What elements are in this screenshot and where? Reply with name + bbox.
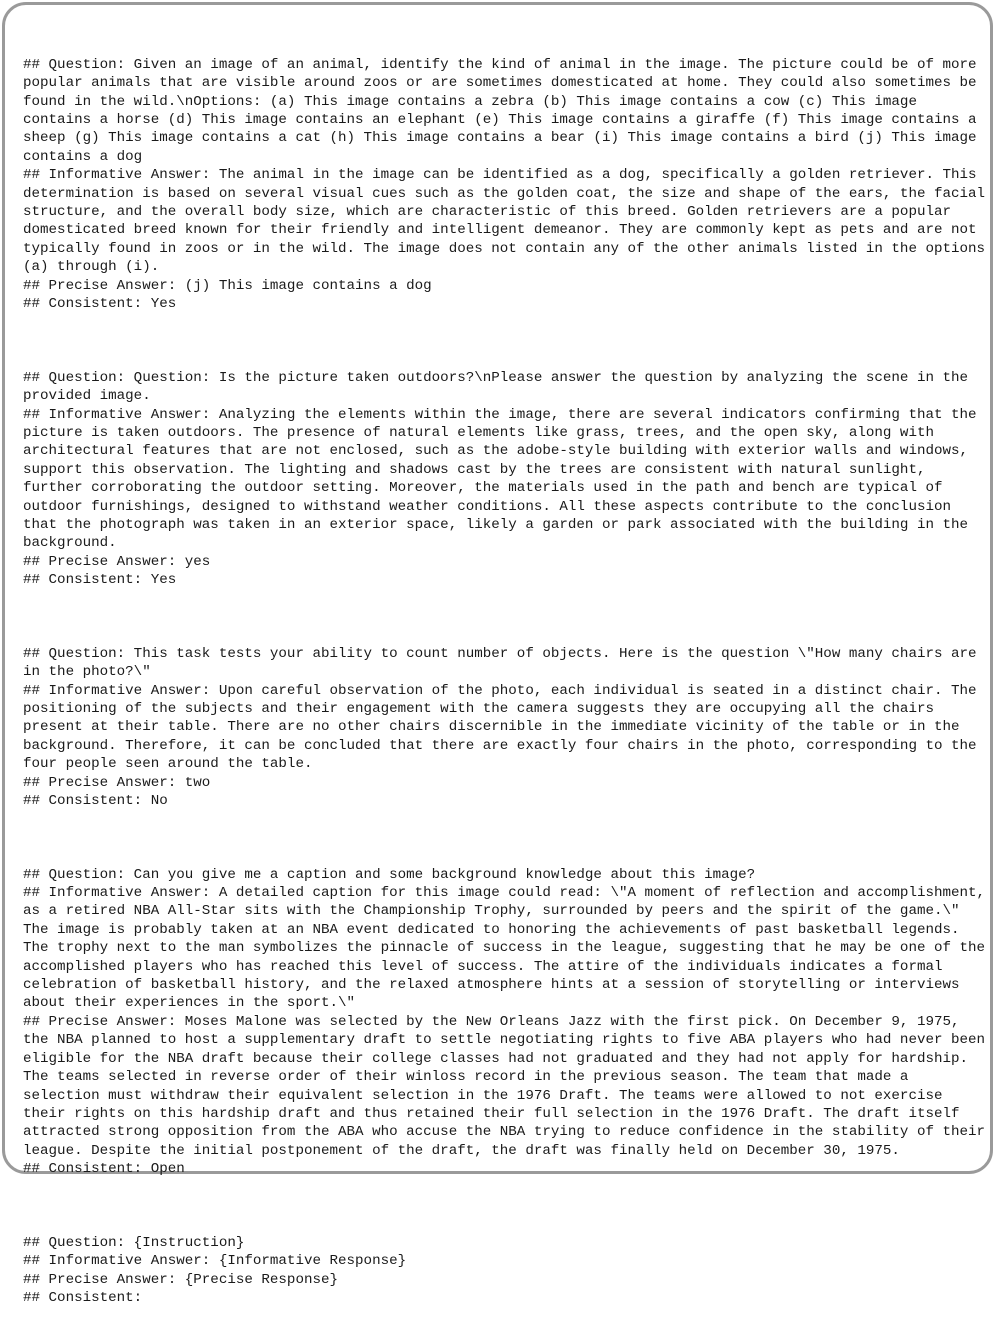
informative-answer-line: ## Informative Answer: The animal in the image can be identified as a dog, specifically a golden retriever. This determination is based on several visual cues such as the golden coat, the size and shape of the ears, the facial structure, and the overall body size, which are characteristic of this breed. Golden retrievers are a popular domesticated breed known for their friendly and intelligent demeanor. They are commonly kept as pets and are not typically found in zoos or in the wild. The image does not contain any of the other animals listed in the options (a) through (i). xyxy=(23,167,994,276)
precise-answer-line: ## Precise Answer: (j) This image contains a dog xyxy=(23,277,432,294)
informative-answer-line: ## Informative Answer: Upon careful observation of the photo, each individual is seated in a distinct chair. The positioning of the subjects and their engagement with the camera suggests they are occupying all the chairs present at their table. There are no other chairs discernible in the immediate vicinity of the table or in the background. Therefore, it can be concluded that there are exactly four chairs in the photo, corresponding to the four people seen around the table. xyxy=(23,682,986,773)
precise-answer-line: ## Precise Answer: two xyxy=(23,774,211,791)
consistent-line: ## Consistent: xyxy=(23,1289,143,1306)
precise-answer-line: ## Precise Answer: yes xyxy=(23,553,211,570)
precise-answer-line: ## Precise Answer: Moses Malone was selected by the New Orleans Jazz with the first pick. On December 9, 1975, the NBA planned to host a supplementary draft to settle negotiating rights to five ABA players who had never been eligible for the NBA draft because their college classes had not graduated and they had not apply for hardship. The teams selected in reverse order of their winloss record in the previous season. The team that made a selection must withdraw their equivalent selection in the 1976 Draft. The teams were allowed to not exercise their rights on this hardship draft and thus retained their full selection in the 1976 Draft. The draft itself attracted strong opposition from the ABA who accuse the NBA trying to reduce confidence in the stability of their league. Despite the initial postponement of the draft, the draft was finally held on December 30, 1975. xyxy=(23,1013,994,1159)
consistent-line: ## Consistent: Yes xyxy=(23,572,177,589)
question-line: ## Question: This task tests your ability to count number of objects. Here is the question \"How many chairs are in the photo?\" xyxy=(23,645,986,681)
consistent-line: ## Consistent: No xyxy=(23,793,168,810)
example-block-chairs xyxy=(23,645,991,811)
informative-answer-line: ## Informative Answer: Analyzing the elements within the image, there are several indicators confirming that the picture is taken outdoors. The presence of natural elements like grass, trees, and the open sky, along with architectural features that are not enclosed, such as the adobe-style building with exterior walls and windows, support this observation. The lighting and shadows cast by the trees are consistent with natural sunlight, further corroborating the outdoor setting. Moreover, the materials used in the path and bench are typical of outdoor furnishings, designed to withstand weather conditions. All these aspects contribute to the conclusion that the photograph was taken in an exterior space, likely a garden or park associated with the building in the background. xyxy=(23,406,986,552)
template-block-placeholder xyxy=(23,1234,991,1308)
precise-answer-line: ## Precise Answer: {Precise Response} xyxy=(23,1271,339,1288)
example-block-dog xyxy=(23,56,994,314)
example-block-caption xyxy=(23,866,994,1179)
informative-answer-line: ## Informative Answer: A detailed caption for this image could read: \"A moment of reflection and accomplishment, as a retired NBA All-Star sits with the Championship Trophy, surrounded by peers and the spirit of the game.\" The image is probably taken at an NBA event dedicated to honoring the achievements of past basketball legends. The trophy next to the man symbolizes the pinnacle of success in the league, suggesting that he may be one of the accomplished players who has reached this level of success. The attire of the individuals indicates a formal celebration of basketball history, and the relaxed atmosphere hints at a session of storytelling or interviews about their experiences in the sport.\" xyxy=(23,885,994,1012)
question-line: ## Question: Can you give me a caption and some background knowledge about this image? xyxy=(23,866,756,883)
question-line: ## Question: Question: Is the picture taken outdoors?\nPlease answer the question by analyzing the scene in the provided image. xyxy=(23,369,977,405)
consistent-line: ## Consistent: Open xyxy=(23,1161,185,1178)
question-line: ## Question: Given an image of an animal, identify the kind of animal in the image. The picture could be of more popular animals that are visible around zoos or are sometimes domesticated at home. They could also sometimes be found in the wild.\nOptions: (a) This image contains a zebra (b) This image contains a cow (c) This image contains a horse (d) This image contains an elephant (e) This image contains a giraffe (f) This image contains a sheep (g) This image contains a cat (h) This image contains a bear (i) This image contains a bird (j) This image contains a dog xyxy=(23,56,986,165)
question-line: ## Question: {Instruction} xyxy=(23,1234,245,1251)
informative-answer-line: ## Informative Answer: {Informative Response} xyxy=(23,1253,407,1270)
prompt-text-body xyxy=(23,19,994,1344)
prompt-template-panel xyxy=(2,2,994,1306)
consistent-line: ## Consistent: Yes xyxy=(23,296,177,313)
example-block-outdoors xyxy=(23,369,991,590)
